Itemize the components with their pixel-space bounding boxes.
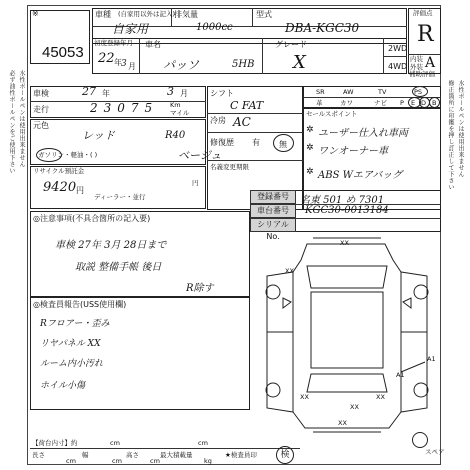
option-navi: ナビ [374, 99, 387, 107]
mileage-value: 23075 [90, 101, 159, 115]
left-margin-note-2: 水性ボールペンは使用出来ません [18, 70, 25, 168]
recycle-yen-unit: 円 [192, 179, 199, 187]
mileage-label: 走行 [33, 105, 49, 114]
cargo-length-unit: cm [66, 457, 76, 465]
door-type-value: 5HB [232, 59, 255, 70]
damage-mark: XX [300, 393, 309, 401]
repair-history-selected-circle [273, 134, 294, 152]
sales-point-1: ユーザー仕入れ車両 [318, 128, 408, 139]
inspector-line-4: ホイル小傷 [40, 381, 86, 391]
spare-tire-icon [412, 432, 428, 448]
drive-2wd: 2WD [388, 44, 408, 53]
repair-history-label: 修復歴 [210, 138, 234, 147]
lot-number: 45053 [42, 44, 84, 61]
displacement-value: 1000cc [196, 22, 233, 33]
right-margin-note: 修正箇所に印鑑を押し訂正して下さい [447, 80, 454, 191]
option-ps-circle [412, 86, 428, 97]
grade-label: グレード [275, 40, 307, 49]
chassis-label: 車台番号 [250, 204, 296, 218]
notes-label: ◎注意事項(不具合箇所の記入要) [33, 214, 151, 223]
repair-history-yes: 有 [252, 138, 260, 147]
option-tv: TV [378, 88, 387, 96]
damage-mark: XX [350, 403, 359, 411]
right-margin-note-2: 水性ボールペンは使用出来ません [457, 80, 464, 178]
option-b-circle [429, 97, 440, 108]
color-original-value: レッド [82, 129, 115, 142]
sub-rating-label: 補助評価 [409, 70, 435, 78]
inspector-report-label: ◎検査員報告(USS使用欄) [33, 300, 127, 309]
spare-label: スペア [425, 448, 445, 456]
mileage-unit-alt: マイル [170, 109, 190, 117]
notes-box [30, 211, 250, 297]
option-p: P [400, 99, 404, 107]
inspection-year: 27 [82, 85, 96, 98]
damage-mark: A1 [427, 355, 436, 363]
ac-value: AC [233, 115, 251, 129]
recycle-yen: 円 [76, 186, 84, 195]
option-ps: PS [414, 88, 423, 96]
cargo-width-unit: cm [112, 457, 122, 465]
inspector-line-1: Rフロアー・歪み [40, 319, 110, 329]
sales-point-3: ABS Wエアバッグ [318, 170, 403, 181]
inspector-report-box [30, 297, 250, 410]
notes-line-3: R除す [186, 283, 214, 294]
color-original-label: 元色 [33, 121, 49, 130]
plate-label: 登録番号 [250, 190, 296, 204]
drive-4wd: 4WD [388, 62, 408, 71]
sales-point-star-icon: ✲ [306, 125, 314, 135]
damage-mark: XX [338, 419, 347, 427]
max-load-unit: kg [204, 457, 212, 465]
car-name-value: パッソ [163, 58, 200, 72]
displacement-label: 排気量 [174, 10, 198, 19]
damage-mark: XX [340, 239, 349, 247]
car-damage-diagram [255, 232, 441, 437]
inspector-seal-label: ★検査員印 [225, 451, 257, 459]
ac-label: 冷房 [210, 116, 226, 125]
recycle-label: リサイクル預託金 [33, 167, 85, 175]
fuel-selected-circle [36, 148, 62, 162]
cargo-dimensions-label: 【荷台内寸】約 [32, 439, 78, 447]
shift-label: シフト [210, 89, 234, 98]
inspection-year-unit: 年 [102, 89, 110, 98]
inspector-seal: 検 [276, 446, 294, 464]
interior-color-value: ベージュ [178, 149, 222, 162]
overall-score: R [417, 22, 434, 47]
cargo-length-cm: cm [110, 439, 120, 447]
first-registration-year-unit: 年 [114, 58, 122, 67]
vehicle-class-sublabel: (自家用以外は記入) [118, 10, 176, 18]
sales-point-star-icon: ✲ [306, 143, 314, 153]
grade-value: X [293, 52, 306, 73]
first-registration-month-unit: 月 [128, 62, 136, 71]
sales-point-2: ワンオーナー車 [318, 146, 388, 157]
color-code: R40 [165, 130, 186, 141]
option-b: B [432, 99, 437, 107]
inspector-line-3: ルーム内小汚れ [40, 359, 104, 369]
repair-history-no: 無 [279, 140, 287, 149]
chassis-value: KGC30-0013184 [305, 205, 389, 216]
left-margin-note: 必ず油性ボールペンをご使用下さい [8, 70, 15, 174]
damage-mark: A1 [396, 371, 405, 379]
inspection-month: 3 [167, 85, 174, 98]
lot-number-prefix-icon: ※ [32, 9, 39, 18]
cargo-length-label: 長さ [32, 451, 45, 459]
shift-value: C FAT [230, 99, 264, 112]
cargo-height-label: 高さ [126, 451, 139, 459]
inspection-label: 車検 [33, 89, 49, 98]
damage-mark: XX [376, 393, 385, 401]
damage-mark: XX [285, 267, 294, 275]
interior-label: 内装 [410, 55, 423, 63]
inspector-line-2: リヤパネル XX [40, 339, 101, 349]
model-label: 型式 [256, 10, 272, 19]
dealer-parallel-label: ディーラー・並行 [94, 193, 146, 201]
car-name-label: 車名 [145, 40, 161, 49]
max-load-label: 最大積載量 [160, 451, 193, 459]
cargo-height-cm: cm [198, 439, 208, 447]
first-registration-month: 3 [121, 59, 127, 69]
vehicle-class-label: 車種 [95, 10, 111, 19]
exterior-label: 外装 [410, 63, 423, 71]
interior-score: A [425, 55, 436, 71]
first-registration-year: 22 [98, 51, 115, 66]
fuel-type-label: ガソリン・軽油・( ) [38, 151, 98, 159]
sales-point-star-icon: ✲ [306, 167, 314, 177]
plate-value: 名東 501 め 7301 [300, 195, 385, 206]
sales-points-label: セールスポイント [306, 110, 358, 118]
vehicle-class-value: 自家用 [112, 22, 149, 36]
cargo-width-label: 幅 [82, 451, 89, 459]
name-change-deadline-label: 名義変更期限 [210, 163, 249, 171]
notes-line-2: 取説 整備手帳 後日 [75, 262, 162, 273]
option-e: E [411, 99, 416, 107]
cargo-height-unit: cm [150, 457, 160, 465]
inspection-month-unit: 月 [180, 89, 188, 98]
model-code-value: DBA-KGC30 [285, 21, 360, 35]
option-aw: AW [343, 88, 354, 96]
option-kawa: カワ [340, 99, 353, 107]
option-d: D [421, 99, 427, 107]
serial-label: シリアルNo. [250, 218, 296, 232]
option-sr: SR [316, 88, 325, 96]
option-leather: 革 [316, 99, 323, 107]
score-label: 評価点 [413, 9, 433, 17]
first-registration-label: 初度登録年月 [94, 39, 133, 47]
recycle-amount: 9420 [43, 180, 77, 195]
notes-line-1: 車検 27年 3月 28日まで [55, 240, 167, 251]
mileage-unit: Km [170, 101, 181, 109]
